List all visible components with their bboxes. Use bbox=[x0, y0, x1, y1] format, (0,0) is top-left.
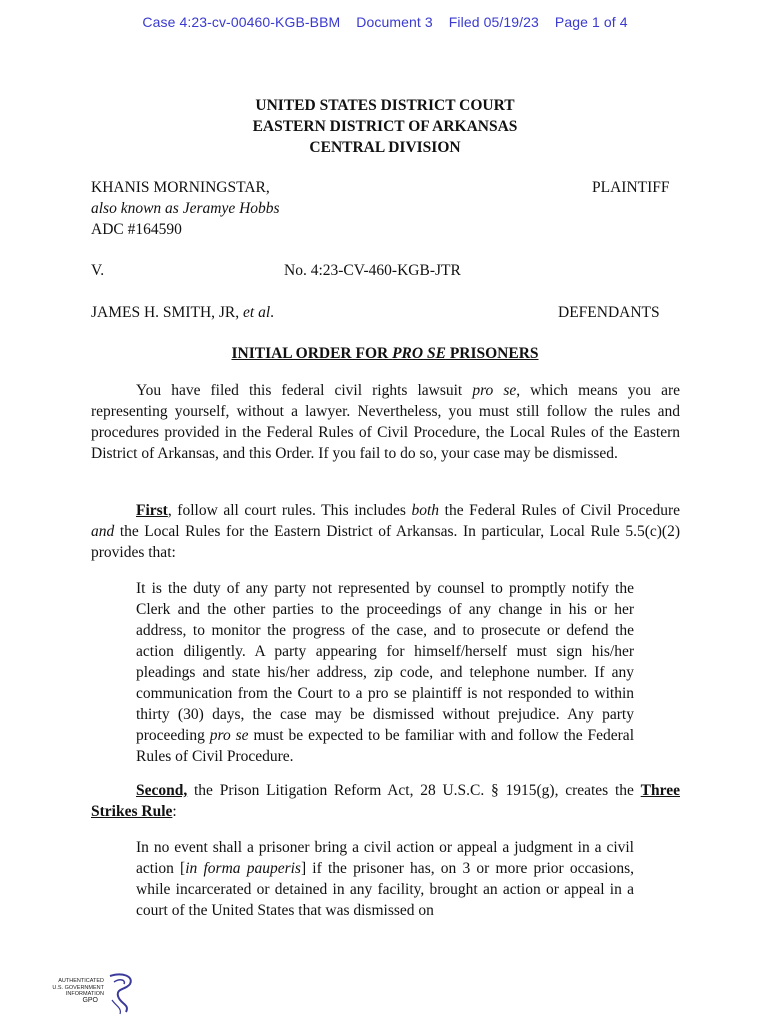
filed-date-stamp: Filed 05/19/23 bbox=[448, 14, 539, 30]
paragraph-second: Second, the Prison Litigation Reform Act, 28 U.S.C. § 1915(g), creates the Three Strikes Rule: bbox=[91, 782, 680, 820]
order-title-italic: PRO SE bbox=[392, 345, 446, 362]
court-division: CENTRAL DIVISION bbox=[309, 139, 461, 156]
defendant-et-al: et al bbox=[243, 304, 271, 321]
court-district: EASTERN DISTRICT OF ARKANSAS bbox=[252, 118, 518, 135]
local-rule-quote: It is the duty of any party not represented by counsel to promptly notify the Clerk and the other parties to the proceedings of any change in his or her address, to monitor the progress of the case, and to prosecute or defend the action diligently. A party appearing for himself/herself must sign his/her pleadings and state his/her address, zip code, and telephone number. If any communication from the Court to a pro se plaintiff is not responded to within thirty (30) days, the case may be dismissed without prejudice. Any party proceeding pro se must be expected to be familiar with and follow the Federal Rules of Civil Procedure. bbox=[136, 580, 634, 765]
plaintiff-adc-number: ADC #164590 bbox=[91, 221, 182, 238]
first-lead: First bbox=[136, 502, 168, 519]
defendant-role: DEFENDANTS bbox=[558, 304, 660, 321]
defendant-period: . bbox=[270, 304, 275, 321]
case-header-stamp bbox=[0, 14, 770, 30]
plaintiff-name: KHANIS MORNINGSTAR, bbox=[91, 179, 270, 196]
versus-label: V. bbox=[91, 262, 105, 279]
order-title bbox=[0, 345, 770, 363]
defendant-name bbox=[91, 303, 274, 323]
court-name: UNITED STATES DISTRICT COURT bbox=[255, 97, 515, 114]
page-number-stamp: Page 1 of 4 bbox=[554, 14, 628, 30]
gpo-authenticated-logo bbox=[44, 970, 134, 1016]
eagle-icon bbox=[100, 970, 140, 1016]
case-docket-number: No. 4:23-CV-460-KGB-JTR bbox=[284, 262, 461, 279]
document-number-stamp: Document 3 bbox=[356, 14, 433, 30]
case-number-stamp: Case 4:23-cv-00460-KGB-BBM bbox=[142, 14, 341, 30]
order-title-post: PRISONERS bbox=[445, 345, 539, 362]
defendant-name-text: JAMES H. SMITH, JR, bbox=[91, 304, 240, 321]
plaintiff-alias: also known as Jeramye Hobbs bbox=[91, 200, 280, 217]
paragraph-intro: You have filed this federal civil rights lawsuit pro se, which means you are representing yourself, without a lawyer. Nevertheless, you must still follow the rules and procedures provided in the Federal Rules of Civil Procedure, the Local Rules of the Eastern District of Arkansas, and this Order. If you fail to do so, your case may be dismissed. bbox=[91, 382, 680, 462]
plaintiff-role: PLAINTIFF bbox=[592, 179, 670, 196]
gpo-logo-text: AUTHENTICATED U.S. GOVERNMENT INFORMATION GPO bbox=[52, 978, 104, 1004]
court-heading bbox=[0, 95, 770, 158]
order-title-pre: INITIAL ORDER FOR bbox=[231, 345, 393, 362]
paragraph-first: First, follow all court rules. This includes both the Federal Rules of Civil Procedure and the Local Rules for the Eastern District of Arkansas. In particular, Local Rule 5.5(c)(2) provides that: bbox=[91, 502, 680, 561]
three-strikes-rule: Three Strikes Rule bbox=[91, 782, 680, 820]
second-lead: Second, bbox=[136, 782, 188, 799]
statute-quote: In no event shall a prisoner bring a civil action or appeal a judgment in a civil action [in forma pauperis] if the prisoner has, on 3 or more prior occasions, while incarcerated or detained in any facility, brought an action or appeal in a court of the United States that was dismissed on bbox=[136, 839, 634, 919]
